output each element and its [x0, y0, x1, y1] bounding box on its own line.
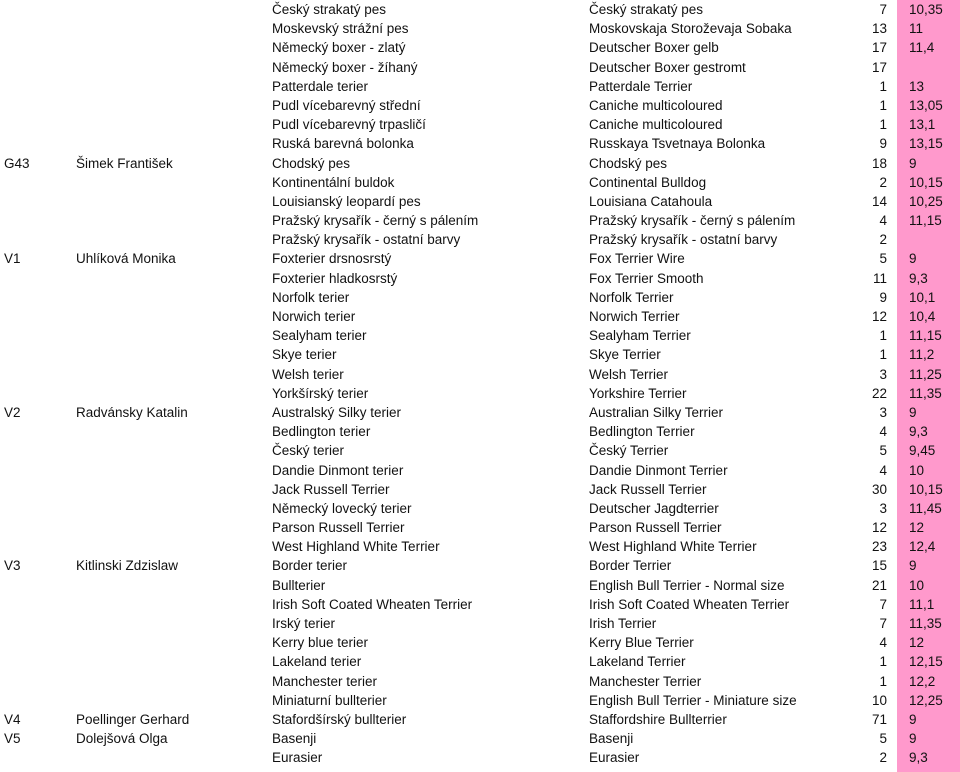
- entry-count: 1: [879, 117, 887, 133]
- table-row: [0, 269, 960, 288]
- breed-name-en: Norfolk Terrier: [589, 289, 674, 305]
- breed-name-en: Eurasier: [589, 750, 640, 766]
- judging-time: 13,05: [909, 97, 943, 113]
- judging-time: 9,3: [909, 750, 928, 766]
- judging-time: 9: [909, 251, 917, 267]
- breed-name-en: Chodský pes: [589, 155, 668, 171]
- breed-name-cz: Border terier: [272, 558, 348, 574]
- table-row: [0, 499, 960, 518]
- breed-name-cz: Pudl vícebarevný trpasličí: [272, 117, 426, 133]
- judging-time: 11,35: [909, 385, 942, 401]
- breed-name-en: West Highland White Terrier: [589, 539, 757, 555]
- entry-count: 4: [879, 635, 887, 651]
- entry-count: 7: [879, 596, 887, 612]
- table-row: [0, 652, 960, 671]
- table-row: [0, 345, 960, 364]
- table-row: [0, 115, 960, 134]
- judge-name: Radvánsky Katalin: [76, 404, 188, 420]
- table-row: [0, 691, 960, 710]
- table-row: [0, 556, 960, 575]
- breed-name-cz: Jack Russell Terrier: [272, 481, 390, 497]
- table-row: [0, 154, 960, 173]
- breed-name-en: Manchester Terrier: [589, 673, 702, 689]
- breed-name-en: Basenji: [589, 731, 634, 747]
- entry-count: 5: [879, 251, 887, 267]
- table-row: [0, 537, 960, 556]
- breed-name-cz: West Highland White Terrier: [272, 539, 440, 555]
- judging-time: 9: [909, 731, 917, 747]
- breed-name-en: Pražský krysařík - černý s pálením: [589, 213, 796, 229]
- table-row: [0, 710, 960, 729]
- judging-time: 12: [909, 635, 925, 651]
- entry-count: 5: [879, 443, 887, 459]
- breed-name-en: Skye Terrier: [589, 347, 661, 363]
- breed-name-cz: Bedlington terier: [272, 424, 371, 440]
- entry-count: 1: [879, 654, 887, 670]
- breed-name-en: Patterdale Terrier: [589, 78, 693, 94]
- breed-name-cz: Kerry blue terier: [272, 635, 369, 651]
- table-row: [0, 518, 960, 537]
- judging-time: 11,1: [909, 596, 935, 612]
- breed-name-en: Sealyham Terrier: [589, 328, 691, 344]
- breed-name-en: Irish Terrier: [589, 616, 657, 631]
- judging-time: 11: [909, 21, 924, 37]
- judging-time: 13,15: [909, 136, 943, 152]
- entry-count: 30: [871, 481, 887, 497]
- entry-count: 2: [879, 174, 887, 190]
- table-row: [0, 58, 960, 77]
- entry-count: 7: [879, 2, 887, 17]
- entry-count: 21: [871, 577, 887, 593]
- table-row: [0, 230, 960, 249]
- entry-count: 22: [871, 385, 887, 401]
- entry-count: 15: [871, 558, 887, 574]
- table-row: [0, 77, 960, 96]
- breed-name-cz: Skye terier: [272, 347, 337, 363]
- breed-name-en: Deutscher Boxer gestromt: [589, 59, 746, 75]
- judging-time: 13: [909, 78, 925, 94]
- table-row: [0, 422, 960, 441]
- entry-count: 7: [879, 616, 887, 631]
- breed-name-cz: Pudl vícebarevný střední: [272, 97, 421, 113]
- judging-time: 9: [909, 404, 917, 420]
- entry-count: 3: [879, 500, 887, 516]
- table-row: [0, 19, 960, 38]
- entry-count: 4: [879, 213, 887, 229]
- breed-name-en: Staffordshire Bullterrier: [589, 711, 727, 727]
- breed-name-en: Border Terrier: [589, 558, 672, 574]
- table-row: [0, 748, 960, 767]
- breed-name-cz: Irish Soft Coated Wheaten Terrier: [272, 596, 473, 612]
- breed-name-en: Jack Russell Terrier: [589, 481, 707, 497]
- breed-name-en: Pražský krysařík - ostatní barvy: [589, 232, 778, 248]
- breed-name-en: Fox Terrier Wire: [589, 251, 685, 267]
- breed-name-cz: Německý lovecký terier: [272, 500, 412, 516]
- breed-name-cz: Foxterier hladkosrstý: [272, 270, 398, 286]
- breed-name-cz: Miniaturní bullterier: [272, 692, 387, 708]
- judging-time: 9,45: [909, 443, 936, 459]
- breed-name-en: Dandie Dinmont Terrier: [589, 462, 728, 478]
- breed-name-cz: Lakeland terier: [272, 654, 362, 670]
- judge-name: Šimek František: [76, 155, 173, 171]
- judging-time: 11,45: [909, 500, 942, 516]
- entry-count: 11: [872, 270, 887, 286]
- breed-name-en: Yorkshire Terrier: [589, 385, 687, 401]
- judging-time: 10,25: [909, 193, 943, 209]
- breed-name-en: Lakeland Terrier: [589, 654, 686, 670]
- breed-name-cz: Patterdale terier: [272, 78, 369, 94]
- judging-time: 10: [909, 462, 925, 478]
- breed-name-en: English Bull Terrier - Miniature size: [589, 692, 797, 708]
- ring-code: V4: [4, 711, 21, 727]
- breed-name-cz: Foxterier drsnosrstý: [272, 251, 392, 267]
- breed-name-cz: Pražský krysařík - černý s pálením: [272, 213, 479, 229]
- table-row: [0, 326, 960, 345]
- breed-name-cz: Louisianský leopardí pes: [272, 193, 421, 209]
- breed-name-en: Russkaya Tsvetnaya Bolonka: [589, 136, 766, 152]
- breed-name-cz: Yorkšírský terier: [272, 385, 369, 401]
- breed-name-en: English Bull Terrier - Normal size: [589, 577, 785, 593]
- judging-time: 12,15: [909, 654, 943, 670]
- entry-count: 17: [871, 40, 887, 56]
- table-row: [0, 595, 960, 614]
- entry-count: 10: [871, 692, 887, 708]
- judging-time: 9,3: [909, 424, 928, 440]
- entry-count: 1: [879, 78, 887, 94]
- breed-name-en: Deutscher Jagdterrier: [589, 500, 719, 516]
- table-row: [0, 403, 960, 422]
- ring-code: G43: [4, 155, 30, 171]
- table-row: [0, 441, 960, 460]
- breed-name-en: Český strakatý pes: [589, 2, 704, 17]
- breed-name-en: Louisiana Catahoula: [589, 193, 713, 209]
- breed-name-cz: Kontinentální buldok: [272, 174, 395, 190]
- breed-name-cz: Německý boxer - žíhaný: [272, 59, 418, 75]
- judging-time: 9,3: [909, 270, 928, 286]
- entry-count: 13: [871, 21, 887, 37]
- judging-time: 11,15: [909, 213, 942, 229]
- judging-time: 10,1: [909, 289, 936, 305]
- breed-name-cz: Basenji: [272, 731, 317, 747]
- entry-count: 9: [879, 136, 887, 152]
- breed-name-cz: Stafordšírský bullterier: [272, 711, 407, 727]
- breed-name-en: Australian Silky Terrier: [589, 404, 724, 420]
- entry-count: 12: [871, 520, 887, 536]
- judging-time: 11,35: [909, 616, 942, 631]
- entry-count: 2: [879, 750, 887, 766]
- breed-name-cz: Ruská barevná bolonka: [272, 136, 414, 152]
- judging-time: 11,15: [909, 328, 942, 344]
- table-row: [0, 576, 960, 595]
- entry-count: 17: [871, 59, 887, 75]
- breed-name-cz: Bullterier: [272, 577, 326, 593]
- entry-count: 1: [879, 673, 887, 689]
- judge-name: Kitlinski Zdzislaw: [76, 558, 179, 574]
- breed-name-cz: Český strakatý pes: [272, 2, 387, 17]
- table-row: [0, 614, 960, 633]
- entry-count: 4: [879, 462, 887, 478]
- breed-name-en: Norwich Terrier: [589, 309, 680, 324]
- breed-name-en: Český Terrier: [589, 443, 669, 459]
- breed-name-cz: Český terier: [272, 443, 345, 459]
- judging-time: 10,15: [909, 174, 943, 190]
- judging-time: 10,35: [909, 2, 943, 17]
- breed-name-cz: Pražský krysařík - ostatní barvy: [272, 232, 461, 248]
- judging-time: 11,25: [909, 366, 942, 382]
- table-row: [0, 633, 960, 652]
- entry-count: 14: [871, 193, 887, 209]
- entry-count: 1: [879, 347, 887, 363]
- table-row: [0, 288, 960, 307]
- table-row: [0, 173, 960, 192]
- entry-count: 18: [871, 155, 887, 171]
- judging-time: 13,1: [909, 117, 936, 133]
- breed-name-en: Bedlington Terrier: [589, 424, 695, 440]
- ring-code: V3: [4, 558, 21, 574]
- table-row: [0, 384, 960, 403]
- table-row: [0, 96, 960, 115]
- entry-count: 5: [879, 731, 887, 747]
- entry-count: 2: [879, 232, 887, 248]
- breed-name-en: Continental Bulldog: [589, 174, 707, 190]
- breed-name-cz: Norwich terier: [272, 309, 356, 324]
- entry-count: 71: [871, 711, 887, 727]
- entry-count: 3: [879, 404, 887, 420]
- judging-time: 9: [909, 155, 917, 171]
- breed-name-en: Kerry Blue Terrier: [589, 635, 694, 651]
- entry-count: 9: [879, 289, 887, 305]
- breed-name-en: Caniche multicoloured: [589, 117, 723, 133]
- table-row: [0, 38, 960, 57]
- ring-code: V5: [4, 731, 21, 747]
- judging-time: 12,2: [909, 673, 936, 689]
- breed-name-cz: Parson Russell Terrier: [272, 520, 405, 536]
- breed-name-cz: Německý boxer - zlatý: [272, 40, 406, 56]
- judging-time: 10,4: [909, 309, 936, 324]
- judging-time: 9: [909, 558, 917, 574]
- breed-name-en: Moskovskaja Storoževaja Sobaka: [589, 21, 792, 37]
- entry-count: 1: [879, 97, 887, 113]
- judge-name: Dolejšová Olga: [76, 731, 168, 747]
- table-row: [0, 461, 960, 480]
- judging-time: 11,2: [909, 347, 935, 363]
- breed-name-cz: Eurasier: [272, 750, 323, 766]
- judging-time: 10: [909, 577, 925, 593]
- judging-time: 11,4: [909, 40, 935, 56]
- table-row: [0, 192, 960, 211]
- table-row: [0, 249, 960, 268]
- entry-count: 4: [879, 424, 887, 440]
- judge-name: Uhlíková Monika: [76, 251, 176, 267]
- judging-time: 10,15: [909, 481, 943, 497]
- table-row: [0, 0, 960, 19]
- breed-name-cz: Chodský pes: [272, 155, 351, 171]
- entry-count: 3: [879, 366, 887, 382]
- ring-code: V1: [4, 251, 21, 267]
- breed-name-en: Deutscher Boxer gelb: [589, 40, 719, 56]
- breed-name-cz: Norfolk terier: [272, 289, 350, 305]
- judging-time: 9: [909, 711, 917, 727]
- judge-name: Poellinger Gerhard: [76, 711, 190, 727]
- breed-name-cz: Australský Silky terier: [272, 404, 402, 420]
- breed-name-cz: Dandie Dinmont terier: [272, 462, 404, 478]
- table-row: [0, 729, 960, 748]
- table-row: [0, 211, 960, 230]
- table-row: [0, 307, 960, 326]
- table-row: [0, 134, 960, 153]
- table-row: [0, 480, 960, 499]
- breed-name-cz: Sealyham terier: [272, 328, 367, 344]
- entry-count: 1: [879, 328, 887, 344]
- entry-count: 12: [871, 309, 887, 324]
- breed-name-en: Caniche multicoloured: [589, 97, 723, 113]
- judging-time: 12: [909, 520, 925, 536]
- ring-code: V2: [4, 404, 21, 420]
- breed-name-cz: Irský terier: [272, 616, 336, 631]
- breed-name-en: Fox Terrier Smooth: [589, 270, 704, 286]
- judging-time: 12,4: [909, 539, 936, 555]
- table-row: [0, 672, 960, 691]
- judging-time: 12,25: [909, 692, 943, 708]
- breed-name-cz: Welsh terier: [272, 366, 344, 382]
- table-row: [0, 365, 960, 384]
- breed-name-en: Parson Russell Terrier: [589, 520, 722, 536]
- breed-name-cz: Moskevský strážní pes: [272, 21, 409, 37]
- breed-name-en: Welsh Terrier: [589, 366, 669, 382]
- breed-name-en: Irish Soft Coated Wheaten Terrier: [589, 596, 790, 612]
- entry-count: 23: [871, 539, 887, 555]
- breed-name-cz: Manchester terier: [272, 673, 378, 689]
